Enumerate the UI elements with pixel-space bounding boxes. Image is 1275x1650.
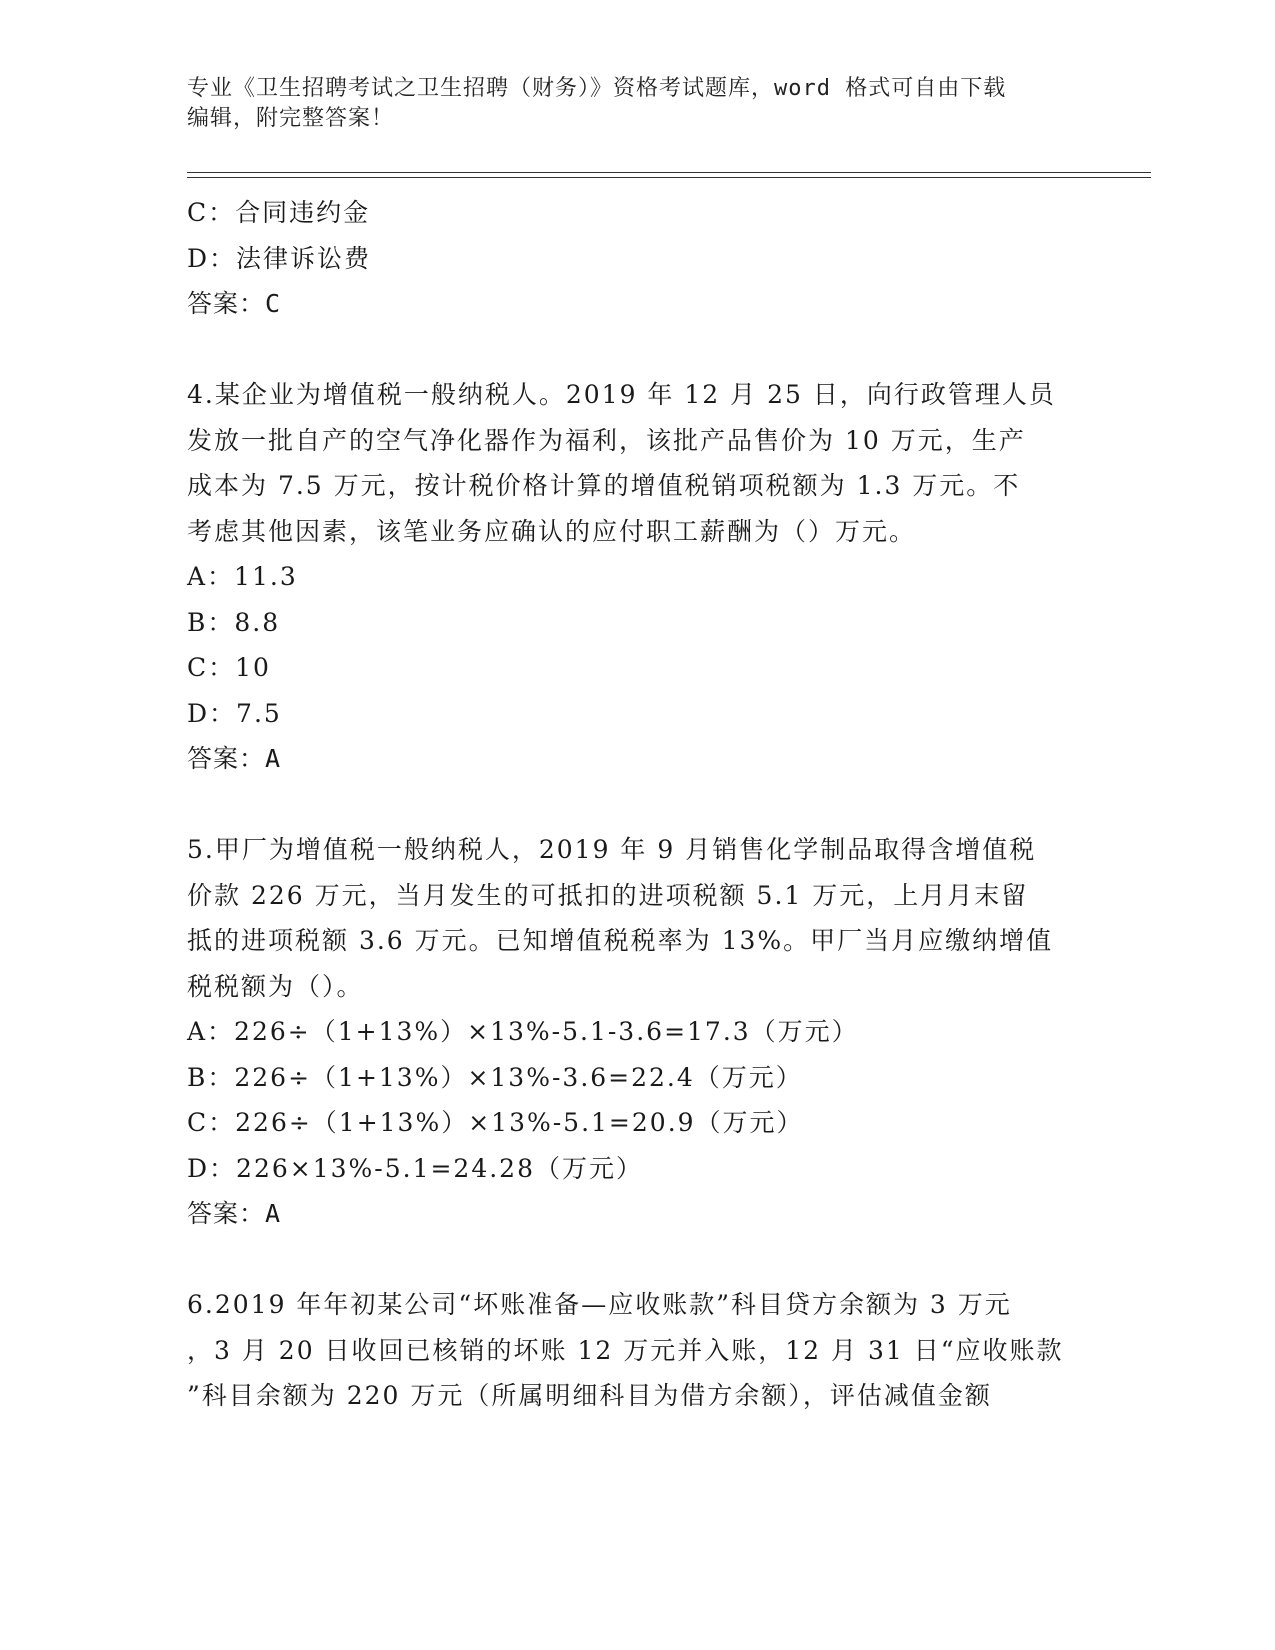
q4-option-d: D：7.5: [187, 698, 282, 728]
q5-stem-line: 5.甲厂为增值税一般纳税人，2019 年 9 月销售化学制品取得含增值税: [187, 835, 1037, 864]
spacer: [187, 327, 1087, 373]
q5-option-a: A：226÷（1+13%）×13%-5.1-3.6=17.3（万元）: [187, 1017, 859, 1046]
q4-stem-line: 发放一批自产的空气净化器作为福利，该批产品售价为 10 万元，生产: [187, 425, 1026, 455]
q6-stem-line: 6.2019 年年初某公司“坏账准备—应收账款”科目贷方余额为 3 万元: [187, 1290, 1012, 1319]
q6-stem-line: ”科目余额为 220 万元（所属明细科目为借方余额），评估减值金额: [187, 1381, 992, 1410]
q5-stem-line: 抵的进项税额 3.6 万元。已知增值税税率为 13%。甲厂当月应缴纳增值: [187, 926, 1054, 955]
q5-answer: 答案：A: [187, 1199, 282, 1228]
q5-stem-line: 价款 226 万元，当月发生的可抵扣的进项税额 5.1 万元，上月月末留: [187, 880, 1029, 910]
spacer: [187, 1237, 1087, 1283]
header-line-2: 编辑，附完整答案！: [187, 106, 395, 131]
q3-option-d: D：法律诉讼费: [187, 243, 372, 273]
q5-option-c: C：226÷（1+13%）×13%-5.1=20.9（万元）: [187, 1108, 804, 1137]
q3-option-c: C：合同违约金: [187, 198, 371, 227]
q4-option-c: C：10: [187, 653, 271, 682]
q4-stem-line: 成本为 7.5 万元，按计税价格计算的增值税销项税额为 1.3 万元。不: [187, 471, 1021, 500]
q4-answer: 答案：A: [187, 744, 282, 773]
header-divider-top: [187, 172, 1151, 173]
q4-stem-line: 考虑其他因素，该笔业务应确认的应付职工薪酬为（）万元。: [187, 516, 917, 546]
q4-option-a: A：11.3: [187, 562, 298, 591]
q4-stem-line: 4.某企业为增值税一般纳税人。2019 年 12 月 25 日，向行政管理人员: [187, 380, 1056, 409]
header-divider-bottom: [187, 177, 1151, 178]
spacer: [187, 782, 1087, 828]
q4-option-b: B：8.8: [187, 607, 281, 637]
q3-answer: 答案：C: [187, 289, 282, 318]
header-line-1: 专业《卫生招聘考试之卫生招聘（财务）》资格考试题库，word 格式可自由下载: [187, 76, 1007, 101]
q5-option-d: D：226×13%-5.1=24.28（万元）: [187, 1153, 643, 1183]
q5-stem-line: 税税额为（）。: [187, 971, 364, 1001]
q5-option-b: B：226÷（1+13%）×13%-3.6=22.4（万元）: [187, 1062, 803, 1092]
q6-stem-line: ，3 月 20 日收回已核销的坏账 12 万元并入账，12 月 31 日“应收账款: [187, 1335, 1064, 1365]
question-content: [187, 190, 1087, 1419]
document-header: [187, 74, 1067, 134]
